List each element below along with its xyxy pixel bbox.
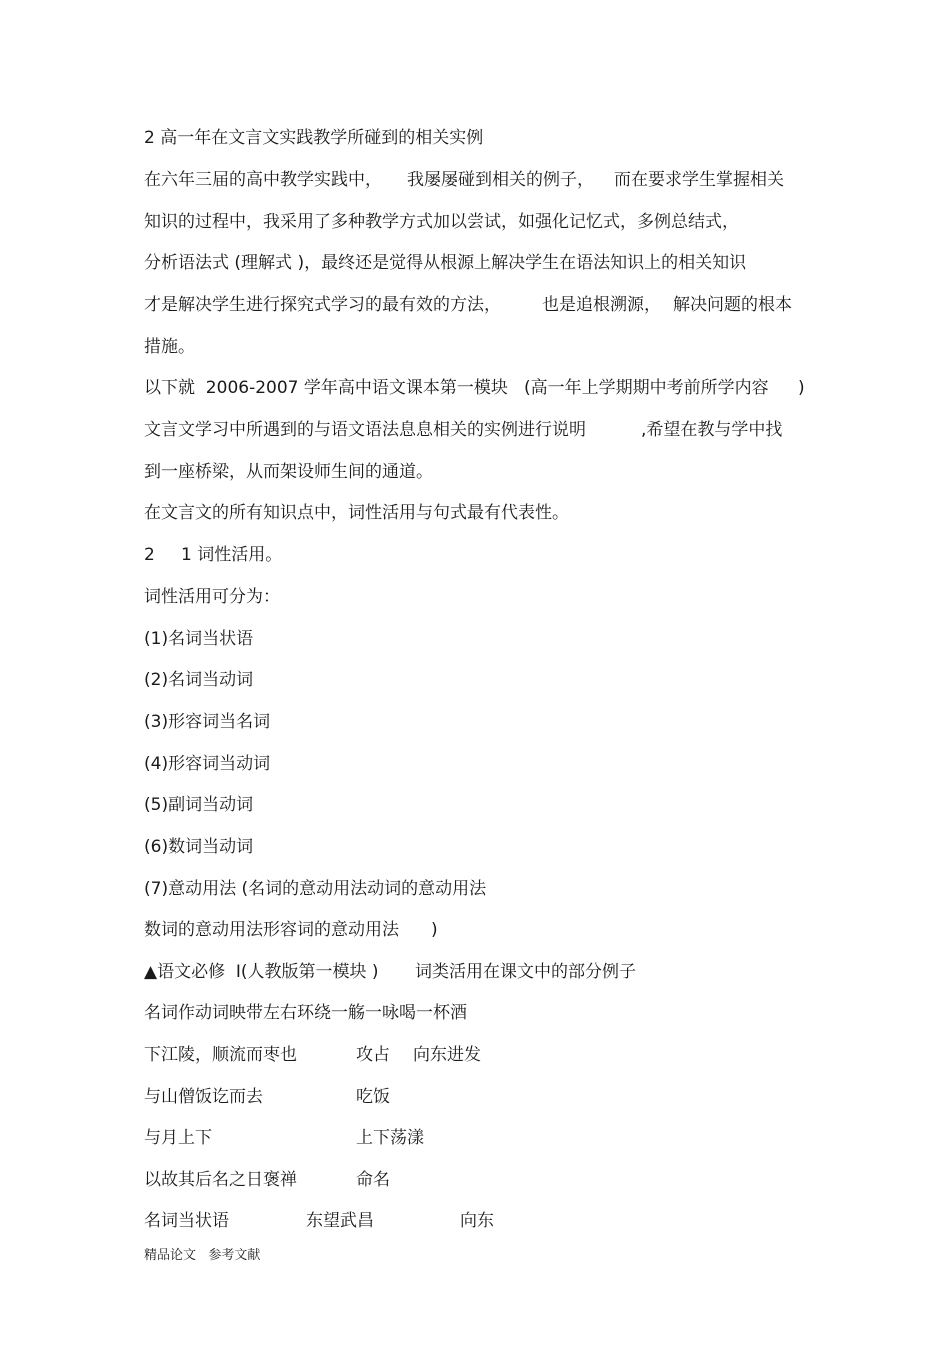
text-segment: ,希望在教与学中找 bbox=[641, 420, 783, 440]
example-meaning: 命名 bbox=[356, 1170, 390, 1190]
paragraph-line: 到一座桥梁，从而架设师生间的通道。 bbox=[144, 462, 433, 482]
paragraph-line: 知识的过程中，我采用了多种教学方式加以尝试，如强化记忆式，多例总结式， bbox=[144, 212, 739, 232]
list-item: (5)副词当动词 bbox=[144, 795, 254, 815]
paragraph-line: 措施。 bbox=[144, 337, 195, 357]
example-meaning: 向东 bbox=[460, 1211, 494, 1231]
text-segment: ) bbox=[431, 920, 438, 940]
text-segment: 词类活用在课文中的部分例子 bbox=[415, 962, 636, 982]
page-footer: 精品论文 参考文献 bbox=[144, 1248, 261, 1263]
sub-heading-number: 2 bbox=[144, 545, 155, 565]
paragraph-line: 分析语法式 (理解式 )，最终还是觉得从根源上解决学生在语法知识上的相关知识 bbox=[144, 253, 747, 273]
example-source: 与山僧饭讫而去 bbox=[144, 1087, 263, 1107]
text-segment: ) bbox=[798, 378, 805, 398]
text-segment: 文言文学习中所遇到的与语文语法息息相关的实例进行说明 bbox=[144, 420, 586, 440]
list-item: (6)数词当动词 bbox=[144, 837, 254, 857]
text-segment: (高一年上学期期中考前所学内容 bbox=[524, 378, 769, 398]
text-segment: 也是追根溯源， bbox=[542, 295, 661, 315]
sub-heading-text: 1 词性活用。 bbox=[181, 545, 283, 565]
example-extra: 向东进发 bbox=[413, 1045, 481, 1065]
text-segment: 在六年三届的高中教学实践中， bbox=[144, 170, 382, 190]
text-segment: 而在要求学生掌握相关 bbox=[614, 170, 784, 190]
example-meaning: 上下荡漾 bbox=[356, 1128, 424, 1148]
text-segment: 我屡屡碰到相关的例子， bbox=[407, 170, 594, 190]
example-meaning: 吃饭 bbox=[356, 1087, 390, 1107]
paragraph-line: 在文言文的所有知识点中，词性活用与句式最有代表性。 bbox=[144, 503, 569, 523]
example-source: 下江陵，顺流而枣也 bbox=[144, 1045, 297, 1065]
example-meaning: 攻占 bbox=[356, 1045, 390, 1065]
example-source: 与月上下 bbox=[144, 1128, 212, 1148]
list-intro: 词性活用可分为： bbox=[144, 587, 280, 607]
list-item: (3)形容词当名词 bbox=[144, 712, 271, 732]
examples-intro: 名词作动词映带左右环绕一觞一咏喝一杯酒 bbox=[144, 1003, 467, 1023]
text-segment: 数词的意动用法形容词的意动用法 bbox=[144, 920, 399, 940]
text-segment: 以下就 2006-2007 学年高中语文课本第一模块 bbox=[144, 378, 508, 398]
example-source: 东望武昌 bbox=[306, 1211, 374, 1231]
text-segment: ▲语文必修 Ⅰ(人教版第一模块 ) bbox=[144, 962, 379, 982]
list-item: (7)意动用法 (名词的意动用法动词的意动用法 bbox=[144, 879, 487, 899]
example-row bbox=[144, 1210, 644, 1320]
list-item: (1)名词当状语 bbox=[144, 629, 254, 649]
section-heading: 2 高一年在文言文实践教学所碰到的相关实例 bbox=[144, 128, 484, 148]
text-segment: 才是解决学生进行探究式学习的最有效的方法， bbox=[144, 295, 501, 315]
example-category: 名词当状语 bbox=[144, 1211, 229, 1231]
list-item: (2)名词当动词 bbox=[144, 670, 254, 690]
list-item: (4)形容词当动词 bbox=[144, 754, 271, 774]
example-source: 以故其后名之日褒禅 bbox=[144, 1170, 297, 1190]
text-segment: 解决问题的根本 bbox=[673, 295, 792, 315]
